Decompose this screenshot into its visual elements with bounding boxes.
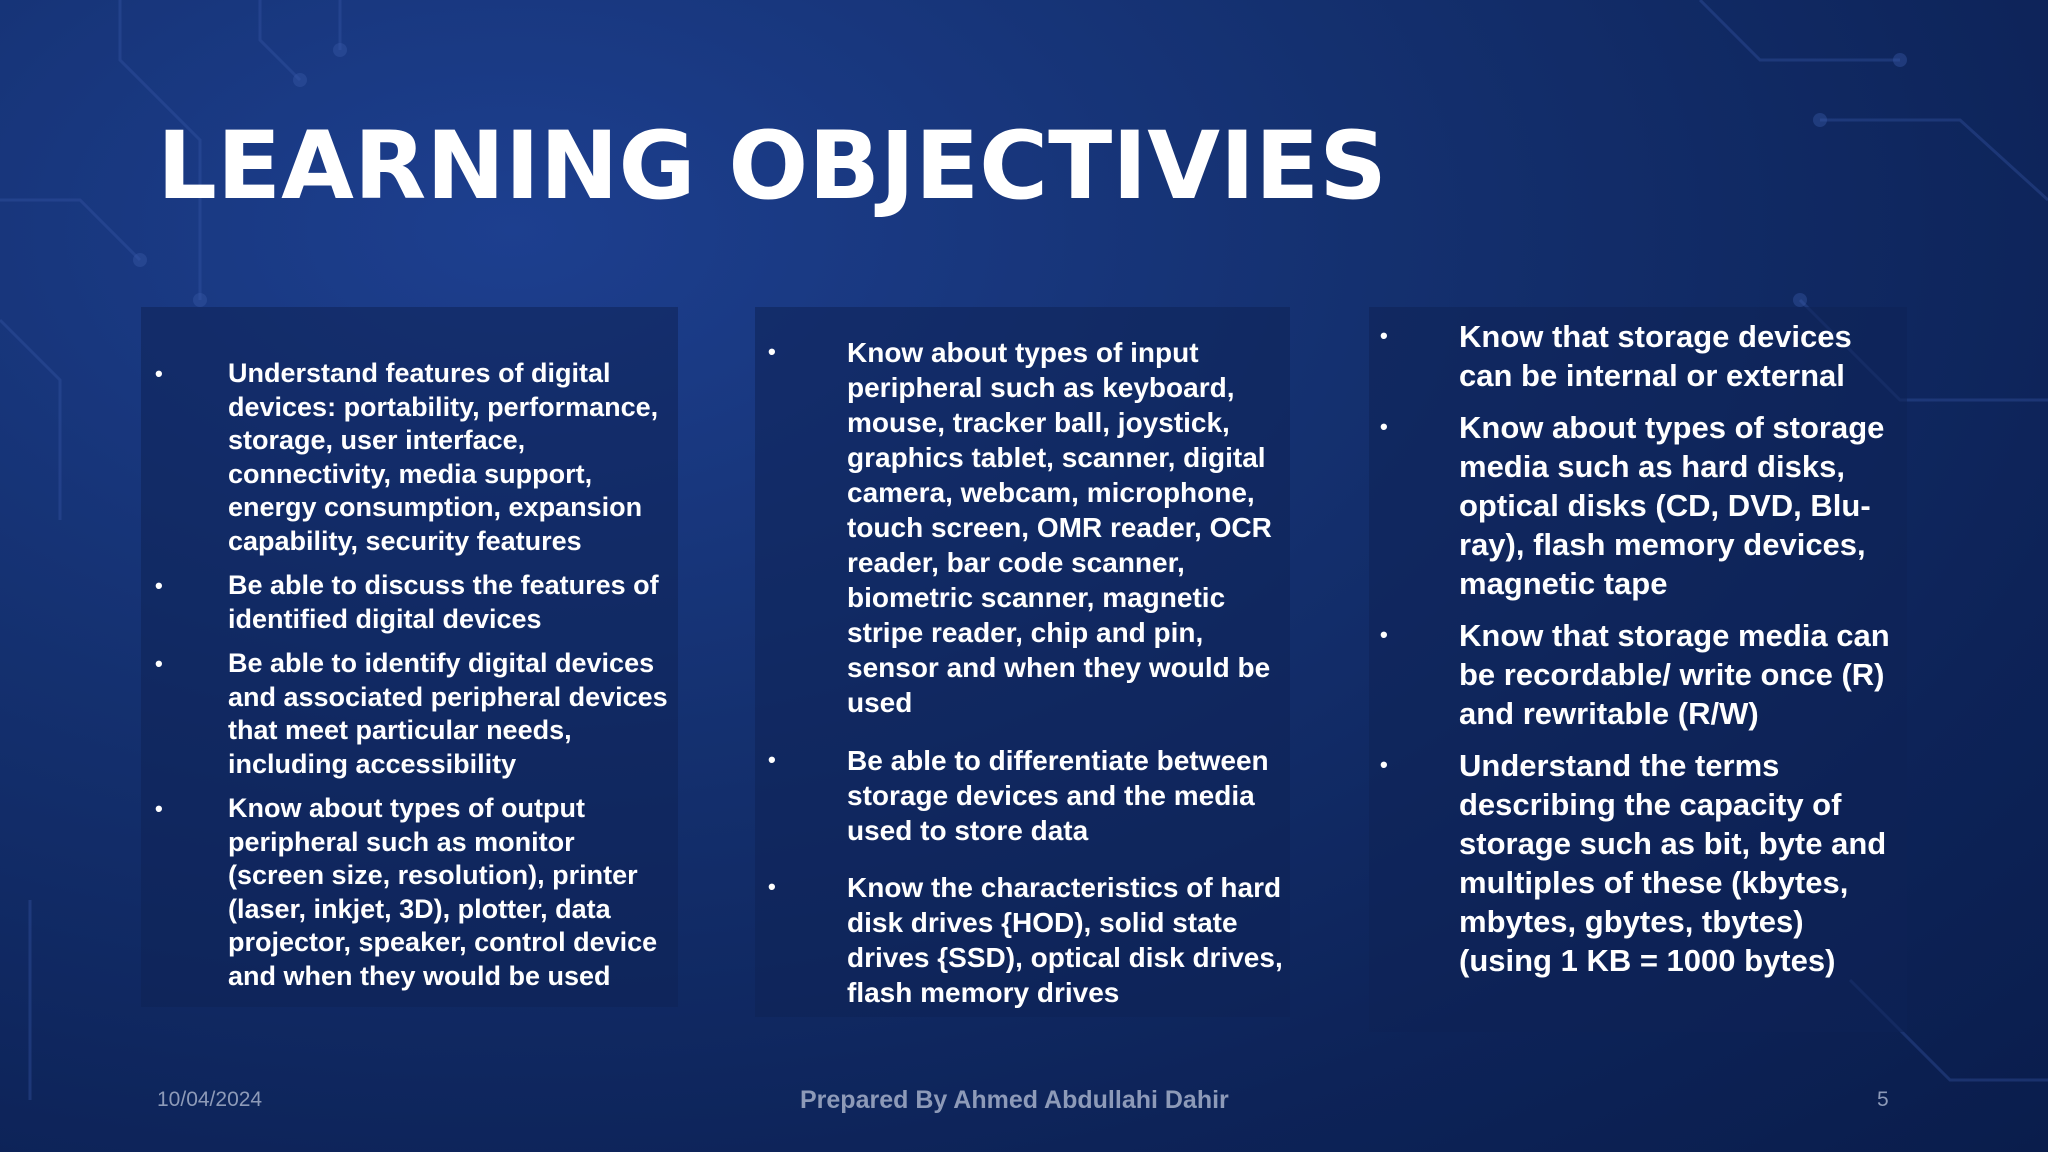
footer-author: Prepared By Ahmed Abdullahi Dahir bbox=[800, 1086, 1229, 1114]
bullet-icon: • bbox=[768, 747, 776, 772]
bullet-icon: • bbox=[155, 361, 163, 386]
objectives-column-3 bbox=[1369, 307, 1907, 1032]
bullet-text: Know the characteristics of hard disk drives {HOD), solid state drives {SSD), optical disk drives, flash memory drives bbox=[847, 872, 1283, 1008]
bullet-text: Know that storage devices can be internal or external bbox=[1459, 319, 1852, 393]
bullet-icon: • bbox=[1380, 622, 1388, 647]
bullet-item bbox=[768, 743, 1287, 848]
bullet-item bbox=[1380, 408, 1899, 603]
bullet-icon: • bbox=[155, 573, 163, 598]
bullet-item bbox=[1380, 746, 1899, 980]
bullet-text: Be able to differentiate between storage devices and the media used to store data bbox=[847, 745, 1269, 846]
bullet-icon: • bbox=[1380, 752, 1388, 777]
bullet-list bbox=[1380, 317, 1899, 993]
bullet-icon: • bbox=[1380, 414, 1388, 439]
bullet-item bbox=[155, 647, 668, 781]
bullet-icon: • bbox=[155, 651, 163, 676]
bullet-icon: • bbox=[768, 339, 776, 364]
bullet-text: Understand features of digital devices: portability, performance, storage, user interface, connectivity, media support, energy consumption, expansion capability, security features bbox=[228, 358, 659, 556]
bullet-text: Understand the terms describing the capacity of storage such as bit, byte and multiples of these (kbytes, mbytes, gbytes, tbytes) (using 1 KB = 1000 bytes) bbox=[1459, 748, 1887, 978]
footer-date: 10/04/2024 bbox=[157, 1088, 263, 1111]
bullet-icon: • bbox=[768, 874, 776, 899]
bullet-list bbox=[768, 335, 1287, 1010]
objectives-column-1 bbox=[141, 307, 678, 1007]
bullet-item bbox=[155, 792, 668, 993]
bullet-item bbox=[155, 569, 668, 636]
objectives-column-2 bbox=[755, 307, 1290, 1017]
bullet-text: Know about types of storage media such as hard disks, optical disks (CD, DVD, Blu-ray), flash memory devices, magnetic tape bbox=[1459, 410, 1885, 601]
bullet-item bbox=[1380, 616, 1899, 733]
bullet-icon: • bbox=[155, 796, 163, 821]
bullet-list bbox=[155, 357, 668, 1004]
bullet-item bbox=[155, 357, 668, 558]
bullet-text: Know about types of output peripheral such as monitor (screen size, resolution), printer (laser, inkjet, 3D), plotter, data projector, speaker, control device and when they would be used bbox=[228, 793, 658, 991]
bullet-text: Know about types of input peripheral such as keyboard, mouse, tracker ball, joystick, graphics tablet, scanner, digital camera, webcam, microphone, touch screen, OMR reader, OCR reader, bar code scanner, biometric scanner, magnetic stripe reader, chip and pin, sensor and when they would be used bbox=[847, 337, 1272, 718]
bullet-item bbox=[768, 335, 1287, 720]
bullet-text: Be able to discuss the features of identified digital devices bbox=[228, 570, 659, 634]
slide-page-number: 5 bbox=[1877, 1088, 1889, 1111]
bullet-text: Know that storage media can be recordable/ write once (R) and rewritable (R/W) bbox=[1459, 618, 1890, 731]
bullet-item bbox=[1380, 317, 1899, 395]
slide-title: LEARNING OBJECTIVIES bbox=[157, 112, 1387, 221]
bullet-icon: • bbox=[1380, 323, 1388, 348]
bullet-text: Be able to identify digital devices and associated peripheral devices that meet particular needs, including accessibility bbox=[228, 648, 668, 779]
bullet-item bbox=[768, 870, 1287, 1010]
